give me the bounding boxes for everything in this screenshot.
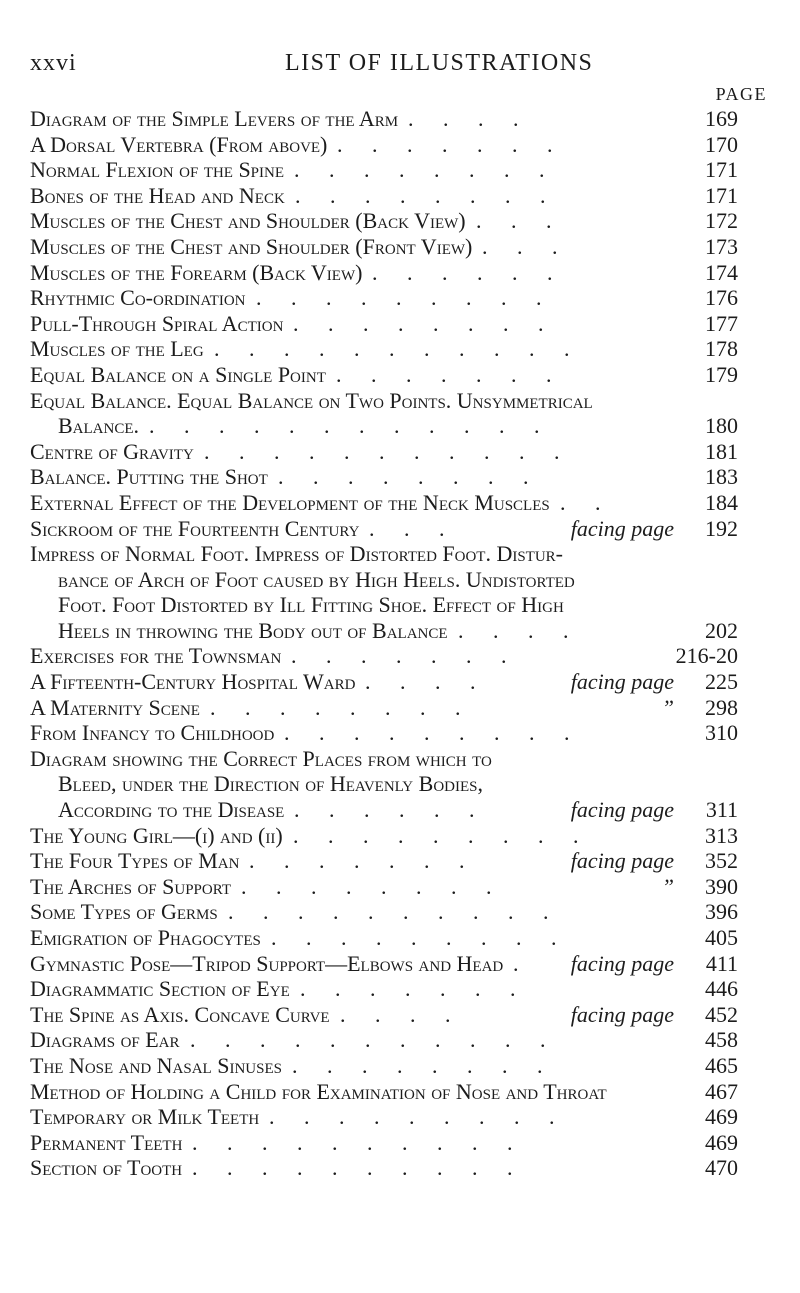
entry-title: Foot. Foot Distorted by Ill Fitting Shoe. Effect of High (58, 592, 564, 618)
entry-title: A Fifteenth-Century Hospital Ward (30, 669, 356, 695)
entry-line (30, 1027, 738, 1053)
page-number: 411 (705, 950, 738, 976)
dot-leader: . . . . . . (372, 259, 565, 285)
entry-title: Balance. Putting the Shot (30, 464, 268, 490)
page-number: 352 (705, 848, 738, 874)
entry-title: According to the Disease (58, 797, 285, 823)
dot-leader: . . . . . . . (291, 643, 519, 669)
facing-page-note: ” (661, 873, 674, 899)
list-item (30, 464, 738, 490)
entry-line (30, 720, 738, 746)
entry-line (30, 336, 738, 362)
entry-title: Bleed, under the Direction of Heavenly Bodies, (58, 771, 483, 797)
entry-line (30, 1130, 738, 1156)
entry-title: External Effect of the Development of the Neck Muscles (30, 489, 550, 515)
page-number: 225 (705, 669, 738, 695)
entry-line (30, 643, 738, 669)
entry-line (30, 311, 738, 337)
list-item (30, 157, 738, 183)
entry-title: Normal Flexion of the Spine (30, 157, 285, 183)
entry-line (30, 490, 738, 516)
entry-line (30, 362, 738, 388)
list-item (30, 1155, 738, 1181)
entry-title: Permanent Teeth (30, 1129, 183, 1155)
entry-title: Gymnastic Pose—Tripod Support—Elbows and Head (30, 950, 504, 976)
entry-line (30, 746, 738, 772)
list-item (30, 260, 738, 286)
page-number: 298 (705, 694, 738, 720)
entry-title: Pull-Through Spiral Action (30, 310, 284, 336)
page-number: 216-20 (675, 643, 738, 669)
list-item (30, 1130, 738, 1156)
entry-line (30, 106, 738, 132)
entry-title: Centre of Gravity (30, 438, 194, 464)
entry-line (30, 183, 738, 209)
dot-leader: . . . . . . . . . (284, 720, 582, 746)
facing-page-note: ” (661, 694, 674, 720)
page-number: 183 (705, 464, 738, 490)
list-item (30, 1002, 738, 1028)
dot-leader: . . . . . . . . . . (192, 1129, 525, 1155)
page-number: 177 (705, 310, 738, 336)
list-item (30, 746, 738, 823)
dot-leader: . . . . . . . . (278, 464, 541, 490)
facing-page-note: facing page (570, 797, 674, 823)
dot-leader: . . . . . . . . (210, 694, 473, 720)
dot-leader: . . . . . . . . (295, 182, 558, 208)
dot-leader: . . . . . . . . . . (192, 1155, 525, 1181)
dot-leader: . . . . (365, 669, 488, 695)
list-item (30, 362, 738, 388)
entry-line (30, 567, 738, 593)
entry-title: Impress of Normal Foot. Impress of Distorted Foot. Distur- (30, 541, 564, 567)
dot-leader: . . . (482, 233, 570, 259)
entry-line (30, 516, 738, 542)
dot-leader: . . . . . . . . . . . (214, 336, 582, 362)
page-number: 405 (705, 925, 738, 950)
page-number: 176 (705, 285, 738, 311)
page-number: 313 (705, 822, 738, 848)
entry-line (30, 1104, 738, 1130)
list-item (30, 132, 738, 158)
entry-title: The Young Girl—(i) and (ii) (30, 822, 283, 848)
list-item (30, 720, 738, 746)
list-item (30, 106, 738, 132)
page-number: 310 (705, 720, 738, 746)
page-number: 390 (705, 873, 738, 899)
entry-line (30, 1079, 738, 1105)
list-item (30, 899, 738, 925)
entry-line (30, 925, 738, 951)
entry-title: Sickroom of the Fourteenth Century (30, 515, 360, 541)
list-item (30, 823, 738, 849)
entry-line (30, 592, 738, 618)
entry-line (30, 874, 738, 900)
dot-leader: . . . . . . . . . (271, 925, 569, 950)
entry-title: A Maternity Scene (30, 694, 200, 720)
entry-title: Emigration of Phagocytes (30, 925, 261, 950)
dot-leader: . . . . . . . . . (269, 1104, 567, 1130)
entry-line (30, 157, 738, 183)
list-item (30, 643, 738, 669)
entry-line (30, 1002, 738, 1028)
page-number: 311 (705, 797, 738, 823)
entry-line (30, 260, 738, 286)
list-item (30, 285, 738, 311)
facing-page-note: facing page (570, 950, 674, 976)
entry-title: The Arches of Support (30, 873, 231, 899)
dot-leader: . . . (369, 515, 457, 541)
entry-title: Muscles of the Chest and Shoulder (Front View) (30, 233, 473, 259)
list-item (30, 388, 738, 439)
dot-leader: . . . . . . (294, 797, 487, 823)
entry-line (30, 695, 738, 721)
page-number: 469 (705, 1129, 738, 1155)
list-item (30, 925, 738, 951)
page-number: 169 (705, 106, 738, 131)
entry-title: The Nose and Nasal Sinuses (30, 1052, 282, 1078)
list-item (30, 1053, 738, 1079)
page-column-heading: PAGE (715, 84, 767, 104)
list-item (30, 695, 738, 721)
entry-line (30, 464, 738, 490)
list-item (30, 1027, 738, 1053)
entry-line (30, 848, 738, 874)
page-number: 467 (705, 1078, 738, 1104)
entry-title: A Dorsal Vertebra (From above) (30, 131, 328, 157)
facing-page-note: facing page (570, 515, 674, 541)
entry-line (30, 132, 738, 158)
dot-leader: . . . . . . . . . . . (204, 438, 572, 464)
entry-title: The Spine as Axis. Concave Curve (30, 1001, 330, 1027)
entry-title: Heels in throwing the Body out of Balance (58, 617, 448, 643)
list-item (30, 669, 738, 695)
dot-leader: . (513, 950, 531, 976)
entry-line (30, 1053, 738, 1079)
dot-leader: . . . . . . . . . . . . (149, 413, 552, 439)
entry-title: Some Types of Germs (30, 899, 218, 925)
dot-leader: . . . . . . . . . (293, 822, 591, 848)
entry-line (30, 951, 738, 977)
entry-line (30, 413, 738, 439)
page-number: 446 (705, 976, 738, 1002)
entry-title: bance of Arch of Foot caused by High Heels. Undistorted (58, 566, 575, 592)
entry-title: Equal Balance on a Single Point (30, 361, 326, 387)
dot-leader: . . . . . . . . . . (228, 899, 561, 925)
entry-title: Diagrammatic Section of Eye (30, 976, 290, 1002)
entry-title: Diagram showing the Correct Places from which to (30, 745, 492, 771)
entry-title: Rhythmic Co-ordination (30, 285, 246, 311)
list-item (30, 208, 738, 234)
page-number: 173 (705, 233, 738, 259)
list-item (30, 874, 738, 900)
list-item (30, 541, 738, 643)
list-item (30, 234, 738, 260)
list-item (30, 336, 738, 362)
page-number: 458 (705, 1027, 738, 1053)
entry-line (30, 976, 738, 1002)
entry-line (30, 208, 738, 234)
facing-page-note: facing page (570, 1001, 674, 1027)
page-number: 470 (705, 1155, 738, 1181)
dot-leader: . . . . (408, 106, 531, 131)
entry-title: Temporary or Milk Teeth (30, 1104, 260, 1130)
entry-line (30, 285, 738, 311)
entry-line (30, 234, 738, 260)
entry-line (30, 669, 738, 695)
page-number: 171 (705, 182, 738, 208)
entry-line (30, 771, 738, 797)
list-item (30, 1104, 738, 1130)
entry-title: Exercises for the Townsman (30, 643, 282, 669)
running-title: LIST OF ILLUSTRATIONS (285, 50, 594, 76)
dot-leader: . . . . . . . (300, 976, 528, 1002)
entry-title: Section of Tooth (30, 1155, 183, 1181)
entry-title: Diagram of the Simple Levers of the Arm (30, 106, 399, 131)
entry-line (30, 823, 738, 849)
facing-page-note: facing page (570, 669, 674, 695)
dot-leader: . . . . . . . . . . . (190, 1027, 558, 1053)
illustrations-list (30, 106, 738, 1181)
dot-leader: . . . . (340, 1001, 463, 1027)
page-number: 202 (705, 617, 738, 643)
entry-line (30, 899, 738, 925)
entry-title: Muscles of the Chest and Shoulder (Back View) (30, 208, 466, 234)
dot-leader: . . . (476, 208, 564, 234)
entry-line (30, 797, 738, 823)
page-number: 178 (705, 336, 738, 362)
dot-leader: . . . . . . . (337, 131, 565, 157)
page-number: 171 (705, 157, 738, 183)
page-number: 172 (705, 208, 738, 234)
entry-line (30, 618, 738, 644)
page-number: 184 (705, 489, 738, 515)
page-number: 181 (705, 438, 738, 464)
entry-title: Muscles of the Leg (30, 336, 204, 362)
page-number: 179 (705, 361, 738, 387)
list-item (30, 516, 738, 542)
page-number: 396 (705, 899, 738, 925)
entry-title: Balance. (58, 413, 140, 439)
entry-title: Equal Balance. Equal Balance on Two Points. Unsymmetrical (30, 387, 593, 413)
dot-leader: . . . . . . . . (241, 873, 504, 899)
facing-page-note: facing page (570, 848, 674, 874)
dot-leader: . . . . . . . . (292, 1052, 555, 1078)
list-item (30, 490, 738, 516)
dot-leader: . . . . . . . (336, 361, 564, 387)
list-item (30, 848, 738, 874)
dot-leader: . . . . . . . . (294, 157, 557, 183)
page-number-roman: xxvi (30, 50, 77, 76)
entry-title: Method of Holding a Child for Examination of Nose and Throat (30, 1078, 607, 1104)
page-number: 174 (705, 259, 738, 285)
entry-title: Bones of the Head and Neck (30, 182, 285, 208)
page-number: 180 (705, 413, 738, 439)
list-item (30, 183, 738, 209)
dot-leader: . . (560, 489, 613, 515)
page-number: 465 (705, 1052, 738, 1078)
entry-line (30, 1155, 738, 1181)
page-number: 192 (705, 515, 738, 541)
dot-leader: . . . . . . . . (293, 310, 556, 336)
dot-leader: . . . . . . . . . (256, 285, 554, 311)
list-item (30, 311, 738, 337)
page-number: 170 (705, 131, 738, 157)
page-number: 452 (705, 1001, 738, 1027)
entry-title: From Infancy to Childhood (30, 720, 275, 746)
page-number: 469 (705, 1104, 738, 1130)
list-item (30, 439, 738, 465)
running-header (30, 50, 740, 80)
entry-title: Muscles of the Forearm (Back View) (30, 259, 363, 285)
list-item (30, 976, 738, 1002)
list-item (30, 951, 738, 977)
entry-line (30, 388, 738, 414)
entry-line (30, 541, 738, 567)
dot-leader: . . . . (458, 617, 581, 643)
entry-title: Diagrams of Ear (30, 1027, 180, 1053)
entry-line (30, 439, 738, 465)
dot-leader: . . . . . . . (249, 848, 477, 874)
list-item (30, 1079, 738, 1105)
entry-title: The Four Types of Man (30, 848, 240, 874)
